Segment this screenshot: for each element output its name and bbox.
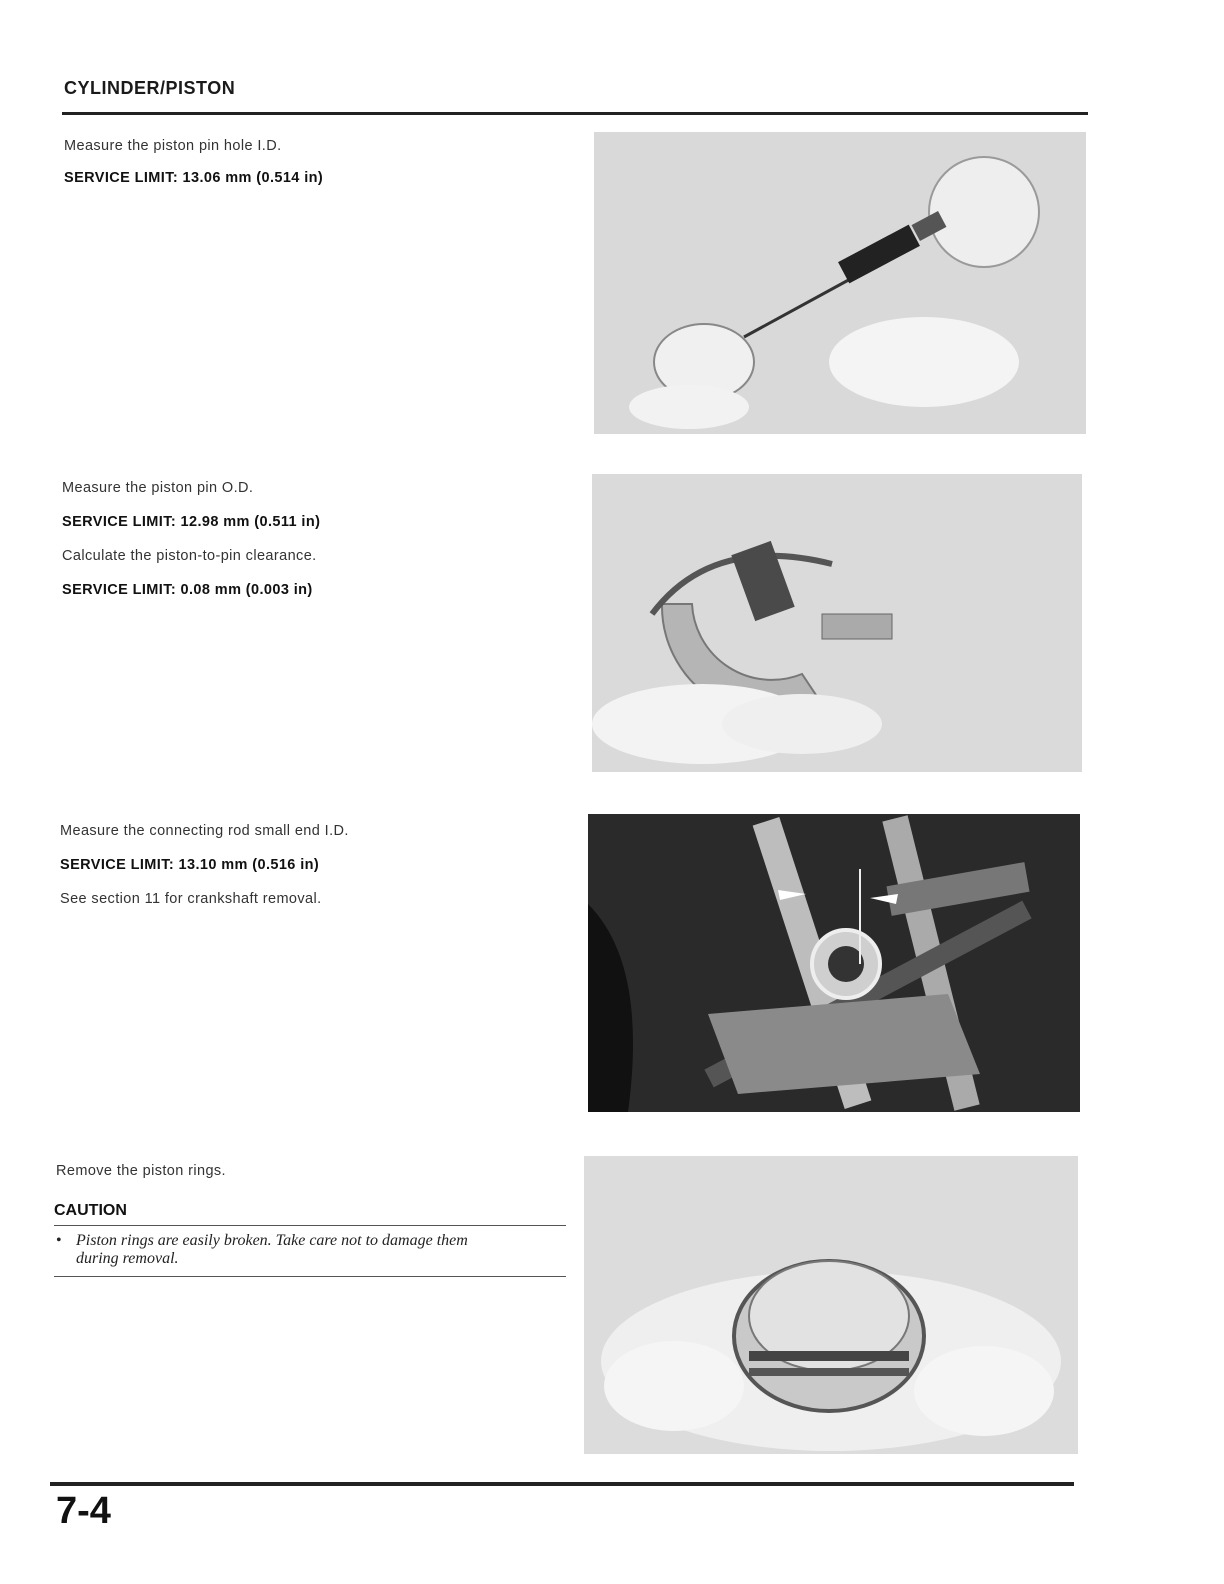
caution-title: CAUTION <box>54 1202 127 1219</box>
section-2-text <box>62 480 320 598</box>
caution-line: during removal. <box>76 1250 179 1267</box>
instruction-text: Calculate the piston-to-pin clearance. <box>62 548 317 564</box>
caution-rule-bottom <box>54 1276 566 1277</box>
section-4-text <box>56 1163 226 1179</box>
instruction-text: Remove the piston rings. <box>56 1163 226 1179</box>
instruction-text: Measure the piston pin O.D. <box>62 480 254 496</box>
service-limit-text: SERVICE LIMIT: 13.06 mm (0.514 in) <box>64 170 324 186</box>
section-title: CYLINDER/PISTON <box>64 78 236 98</box>
bullet-icon: • <box>56 1232 62 1249</box>
photo-piston-pin-hole-measurement <box>594 132 1086 434</box>
caution-line: Piston rings are easily broken. Take care not to damage them <box>76 1232 468 1249</box>
photo-connecting-rod-measurement <box>588 814 1080 1112</box>
caution-text <box>54 1232 566 1268</box>
footer-rule <box>50 1482 1074 1486</box>
instruction-text: Measure the piston pin hole I.D. <box>64 138 282 154</box>
page-number: 7-4 <box>56 1490 111 1532</box>
instruction-text: Measure the connecting rod small end I.D. <box>60 823 349 839</box>
header-rule <box>62 112 1088 115</box>
service-limit-text: SERVICE LIMIT: 12.98 mm (0.511 in) <box>62 514 321 530</box>
caution-block <box>54 1202 566 1277</box>
service-limit-text: SERVICE LIMIT: 0.08 mm (0.003 in) <box>62 582 313 598</box>
photo-piston-pin-od-measurement <box>592 474 1082 772</box>
section-3-text <box>60 823 349 907</box>
note-text: See section 11 for crankshaft removal. <box>60 891 322 907</box>
photo-remove-piston-rings <box>584 1156 1078 1454</box>
service-limit-text: SERVICE LIMIT: 13.10 mm (0.516 in) <box>60 857 320 873</box>
caution-rule-top <box>54 1225 566 1226</box>
section-1-text <box>64 138 323 186</box>
